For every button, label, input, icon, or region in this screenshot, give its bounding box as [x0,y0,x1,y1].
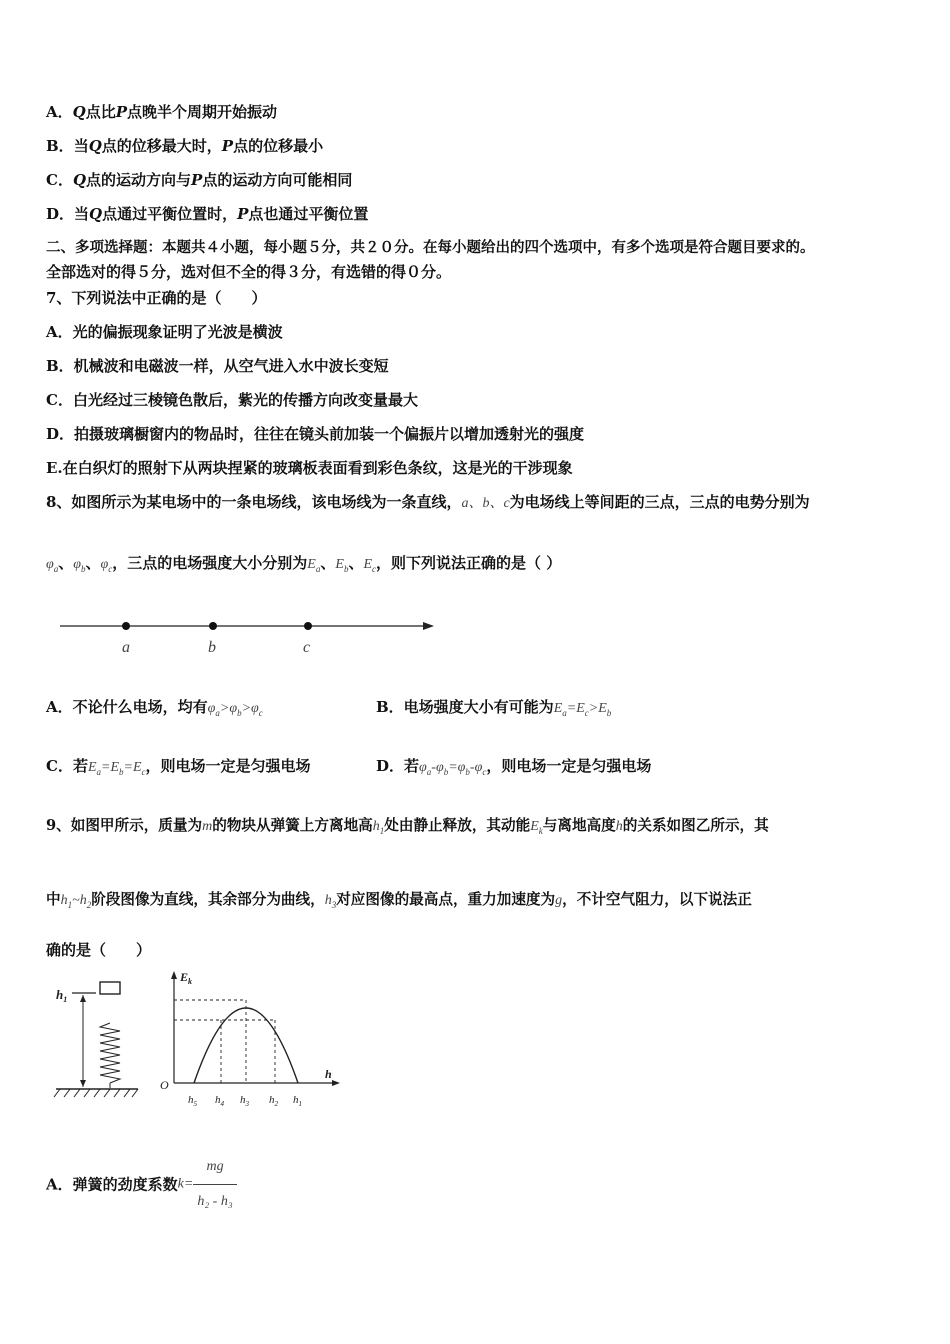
tick-h5: $h_5$ [188,1094,197,1108]
spring [100,1023,120,1083]
section2-header-line1: 二、多项选择题：本题共４小题，每小题５分，共２０分。在每小题给出的四个选项中，有多个选项是符合题目要求的。 [46,239,815,256]
point-a [122,622,130,630]
point-c [304,622,312,630]
q6-option-c: C．Q点的运动方向与P点的运动方向可能相同 [46,171,353,189]
q6-option-b: B．当Q点的位移最大时，P点的位移最小 [46,137,324,155]
q8-option-a: A．不论什么电场，均有$\varphi_a>\varphi_b>\varphi_c$ [46,698,263,718]
q8-stem-line2: $\varphi_a$、$\varphi_b$、$\varphi_c$，三点的电场强度大小分别为$E_a$、$E_b$、$E_c$，则下列说法正确的是（ ） [46,554,562,574]
block [100,982,120,994]
q6-option-a: A．Q点比P点晚半个周期开始振动 [46,103,278,121]
q9-ek-graph [150,965,350,1110]
stiffness-fraction: $\frac{mg}{\text{h₂ - h₃}}$ [193,1150,236,1219]
q9-option-a: A．弹簧的劲度系数k= $\frac{mg}{\text{h₂ - h₃}}$ [46,1150,237,1219]
q9-spring-figure [50,975,150,1105]
point-b-label: b [208,639,216,656]
section2-header-line2: 全部选对的得５分，选对但不全的得３分，有选错的得０分。 [46,263,452,281]
y-axis-label: $E_k$ [180,970,193,986]
field-arrow-icon [423,622,434,630]
origin-label: O [160,1078,169,1092]
q8-field-line-figure [50,612,450,662]
q7-option-c: C．白光经过三棱镜色散后，紫光的传播方向改变量最大 [46,391,418,409]
q8-option-c: C．若$E_a=E_b=E_c$，则电场一定是匀强电场 [46,757,311,777]
q8-option-d: D．若$\varphi_a-\varphi_b=\varphi_b-\varphi_c$，则电场一定是匀强电场 [376,757,652,777]
q8-option-b: B．电场强度大小有可能为$E_a=E_c>E_b$ [376,698,612,718]
q9-stem-line3: 确的是（ ） [46,941,152,959]
q9-stem-line1: 9、如图甲所示，质量为m的物块从弹簧上方离地高$h_1$处由静止释放，其动能$E_k$与离地高度h的关系如图乙所示，其 [46,817,769,836]
tick-h2: $h_2$ [269,1094,278,1108]
q7-stem: 7、下列说法中正确的是（ ） [46,289,267,307]
point-a-label: a [122,639,130,656]
q7-option-b: B．机械波和电磁波一样，从空气进入水中波长变短 [46,357,389,375]
q9-stem-line2: 中$h_1\sim h_2$阶段图像为直线，其余部分为曲线，$h_3$对应图像的最高点，重力加速度为g，不计空气阻力，以下说法正 [46,891,752,910]
tick-h3: $h_3$ [240,1094,249,1108]
tick-h1: $h_1$ [293,1094,302,1108]
x-axis-label: h [325,1067,332,1081]
q6-option-d: D．当Q点通过平衡位置时，P点也通过平衡位置 [46,205,369,223]
q7-option-a: A．光的偏振现象证明了光波是横波 [46,323,283,341]
q7-option-e: E.在白织灯的照射下从两块捏紧的玻璃板表面看到彩色条纹，这是光的干涉现象 [46,459,573,477]
point-b [209,622,217,630]
point-c-label: c [303,639,311,656]
q7-option-d: D．拍摄玻璃橱窗内的物品时，往往在镜头前加装一个偏振片以增加透射光的强度 [46,425,585,443]
h1-label: $h_1$ [56,987,68,1004]
tick-h4: $h_4$ [215,1094,224,1108]
q8-stem-line1: 8、如图所示为某电场中的一条电场线，该电场线为一条直线，a、b、c为电场线上等间距的三点，三点的电势分别为 [46,493,810,511]
